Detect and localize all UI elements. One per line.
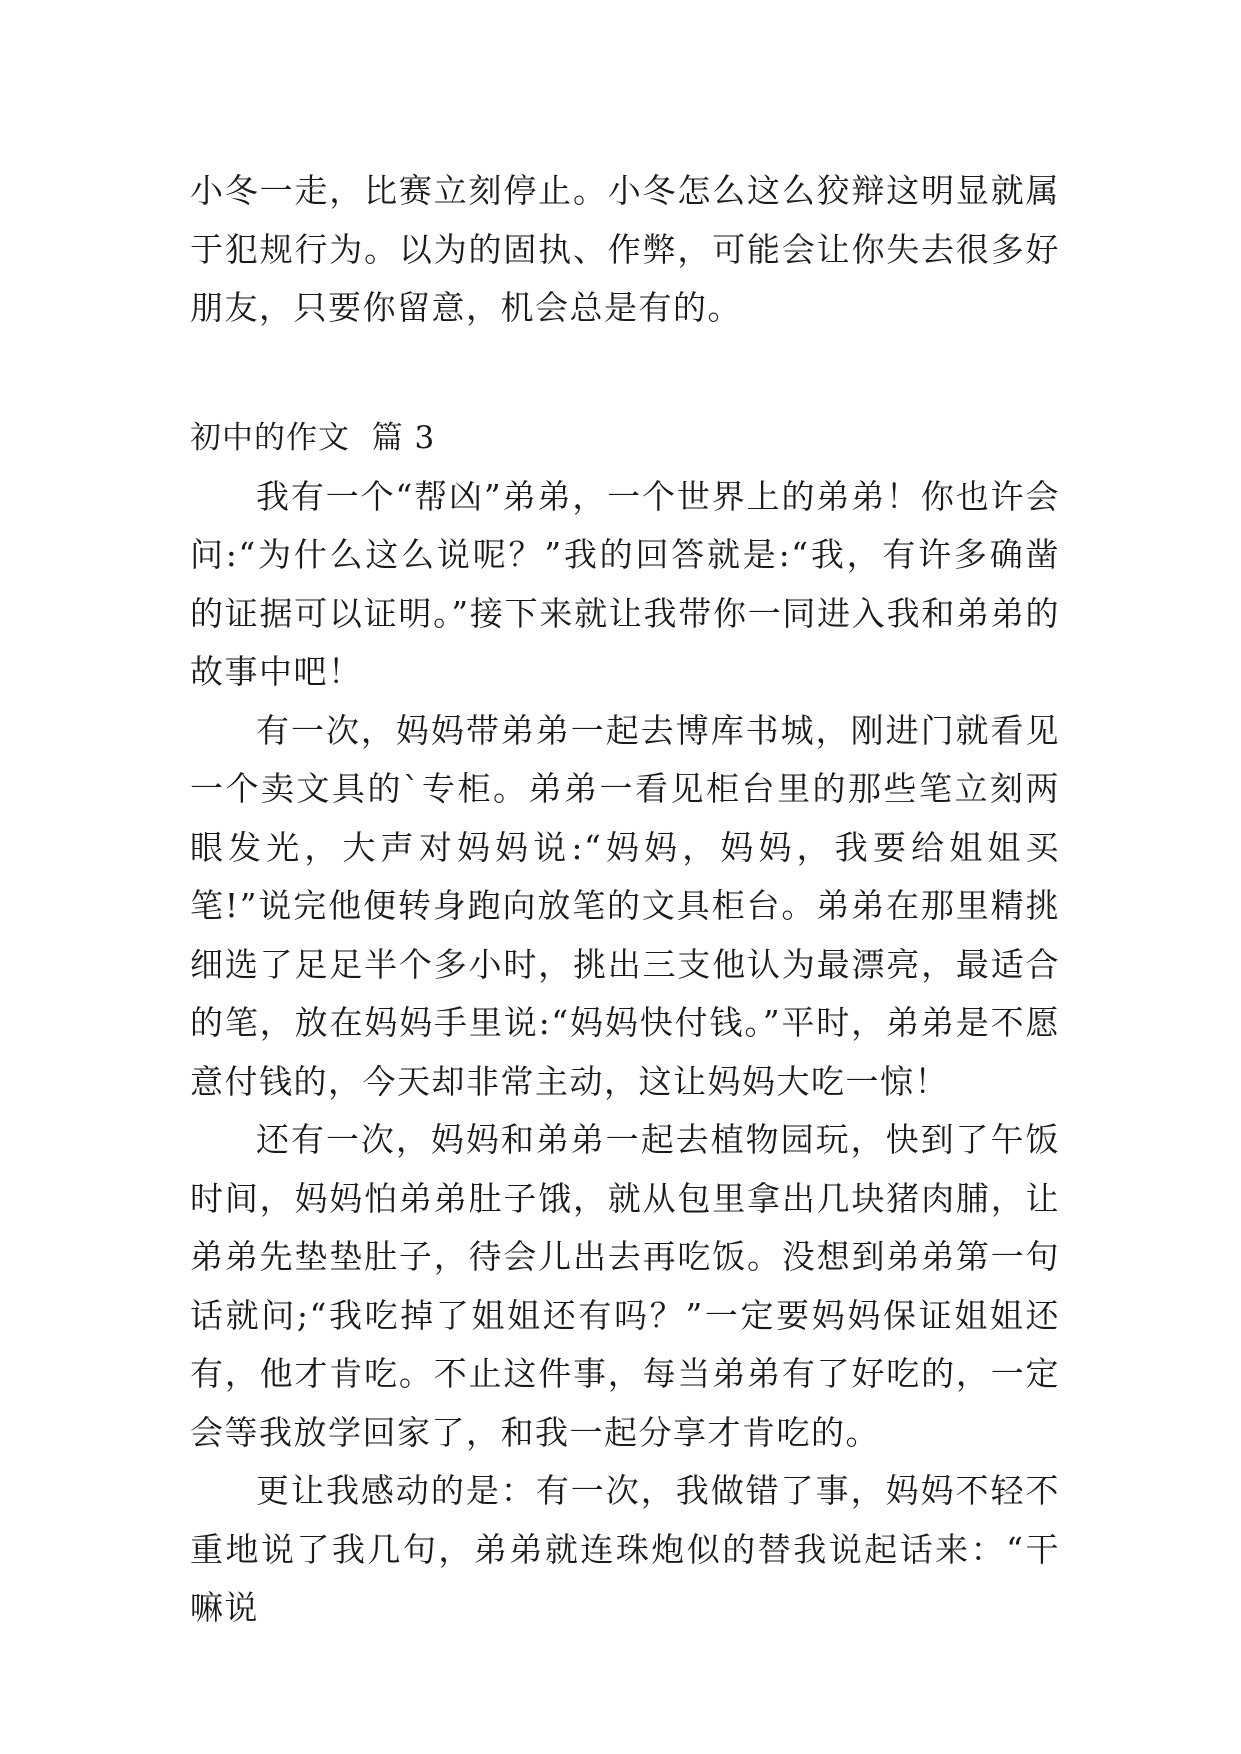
section-title: 初中的作文 篇 3 — [190, 419, 436, 456]
spacer — [190, 338, 1060, 416]
paragraph-4: 更让我感动的是：有一次，我做错了事，妈妈不轻不重地说了我几句，弟弟就连珠炮似的替我说起话来：“干嘛说 — [190, 1471, 1060, 1627]
spacer — [190, 460, 1060, 468]
paragraph-1: 我有一个“帮凶”弟弟，一个世界上的弟弟！你也许会问:“为什么这么说呢？”我的回答就是:“我，有许多确凿的证据可以证明。”接下来就让我带你一同进入我和弟弟的故事中吧！ — [190, 476, 1060, 691]
intro-paragraph: 小冬一走，比赛立刻停止。小冬怎么这么狡辩这明显就属于犯规行为。以为的固执、作弊，可能会让你失去很多好朋友，只要你留意，机会总是有的。 — [190, 171, 1060, 327]
paragraph-2: 有一次，妈妈带弟弟一起去博库书城，刚进门就看见一个卖文具的`专柜。弟弟一看见柜台里的那些笔立刻两眼发光，大声对妈妈说:“妈妈，妈妈，我要给姐姐买笔!”说完他便转身跑向放笔的文具柜台。弟弟在那里精挑细选了足足半个多小时，挑出三支他认为最漂亮，最适合的笔，放在妈妈手里说:“妈妈快付钱。”平时，弟弟是不愿意付钱的，今天却非常主动，这让妈妈大吃一惊！ — [190, 710, 1060, 1101]
paragraph-3: 还有一次，妈妈和弟弟一起去植物园玩，快到了午饭时间，妈妈怕弟弟肚子饿，就从包里拿出几块猪肉脯，让弟弟先垫垫肚子，待会儿出去再吃饭。没想到弟弟第一句话就问;“我吃掉了姐姐还有吗？”一定要妈妈保证姐姐还有，他才肯吃。不止这件事，每当弟弟有了好吃的，一定会等我放学回家了，和我一起分享才肯吃的。 — [190, 1120, 1060, 1452]
document-page — [190, 162, 1060, 1638]
